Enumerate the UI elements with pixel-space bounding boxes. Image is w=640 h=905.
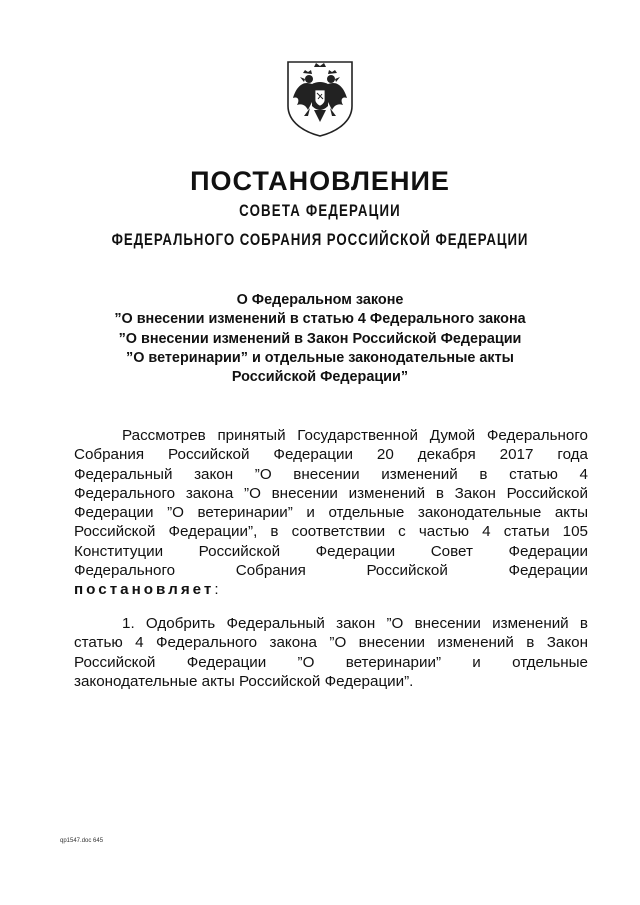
paragraph-line: 1. Одобрить Федеральный закон ”О внесении изменений в [122, 615, 588, 632]
paragraph-line: Российской Федерации ”О ветеринарии” и отдельные [74, 653, 588, 671]
paragraph-line: статью 4 Федерального закона ”О внесении изменений в Закон [74, 634, 588, 652]
paragraph-line: законодательные акты Российской Федерации”. [74, 672, 414, 690]
paragraph-line: Собрания Российской Федерации 20 декабря 2017 года [74, 446, 588, 464]
subject-line: ”О ветеринарии” и отдельные законодательные акты [126, 349, 514, 366]
subject-line: ”О внесении изменений в статью 4 Федерального закона [114, 311, 526, 328]
document-code: qp1547.doc 645 [60, 838, 104, 844]
paragraph-line: Российской Федерации”, в соответствии с частью 4 статьи 105 [74, 523, 588, 541]
subject-heading [60, 291, 580, 387]
paragraph-line: Федеральный закон ”О внесении изменений в статью 4 [74, 465, 588, 483]
paragraph-line: Рассмотрев принятый Государственной Думой Федерального [122, 427, 588, 444]
paragraph-line: Федерации ”О ветеринарии” и отдельные законодательные акты [74, 504, 588, 522]
preamble-paragraph [74, 426, 588, 600]
document-title: ПОСТАНОВЛЕНИЕ [190, 166, 450, 196]
resolution-line [74, 580, 588, 599]
issuer-line-2: ФЕДЕРАЛЬНОГО СОБРАНИЯ РОССИЙСКОЙ ФЕДЕРАЦИИ [111, 230, 529, 249]
coat-of-arms-icon [284, 58, 356, 138]
issuer-line-1: СОВЕТА ФЕДЕРАЦИИ [239, 201, 401, 220]
paragraph-line: Конституции Российской Федерации Совет Федерации [74, 542, 588, 560]
decision-paragraph [74, 614, 588, 691]
subject-line: Российской Федерации” [231, 369, 409, 386]
paragraph-line: Федерального закона ”О внесении изменений в Закон Российской [74, 484, 588, 502]
subject-line: ”О внесении изменений в Закон Российской Федерации [118, 330, 522, 347]
resolution-word: постановляет [74, 581, 215, 599]
subject-line: О Федеральном законе [236, 292, 404, 308]
paragraph-line: Федерального Собрания Российской Федерации [74, 562, 588, 580]
resolution-colon: : [214, 581, 219, 599]
